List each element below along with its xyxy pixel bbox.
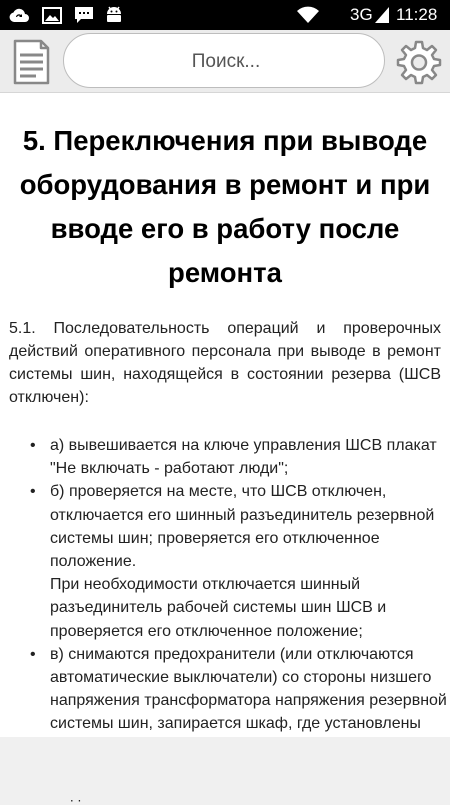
network-type: 3G bbox=[350, 5, 373, 24]
search-box[interactable] bbox=[63, 33, 385, 88]
settings-button[interactable] bbox=[395, 38, 443, 86]
status-time: 11:28 bbox=[396, 5, 438, 24]
status-bar bbox=[0, 0, 450, 30]
android-icon bbox=[104, 5, 124, 25]
article-content bbox=[0, 93, 450, 737]
signal-icon bbox=[374, 6, 390, 24]
article-title: 5. Переключения при выводе оборудования в ремонт и при вводе его в работу после ремонта bbox=[19, 125, 431, 288]
list-item: • б) проверяется на месте, что ШСВ отключен, отключается его шинный разъединитель резервной системы шин; проверяется его отключенное положение. При необходимости отключается шинный разъединитель рабочей системы шин ШСВ и проверяется его отключенное положение; bbox=[0, 480, 450, 642]
app-toolbar bbox=[0, 30, 450, 93]
article-intro: 5.1. Последовательность операций и проверочных действий оперативного персонала при выводе в ремонт системы шин, находящейся в состоянии резерва (ШСВ отключен): bbox=[9, 320, 441, 406]
wifi-icon bbox=[296, 6, 320, 24]
bottom-area bbox=[0, 737, 450, 800]
chat-icon bbox=[74, 6, 94, 25]
image-icon bbox=[42, 7, 62, 24]
search-input[interactable] bbox=[84, 34, 368, 89]
contents-button[interactable] bbox=[6, 37, 56, 87]
list-item: • а) вывешивается на ключе управления ШСВ плакат "Не включать - работают люди"; bbox=[0, 434, 450, 480]
list-item: • в) снимаются предохранители (или отключаются автоматические выключатели) со стороны низшего напряжения трансформатора напряжения резервной системы шин, запирается шкаф, где установлены bbox=[0, 643, 450, 805]
cloud-sync-icon bbox=[8, 6, 30, 24]
gear-icon bbox=[395, 38, 443, 86]
document-icon bbox=[6, 37, 56, 87]
